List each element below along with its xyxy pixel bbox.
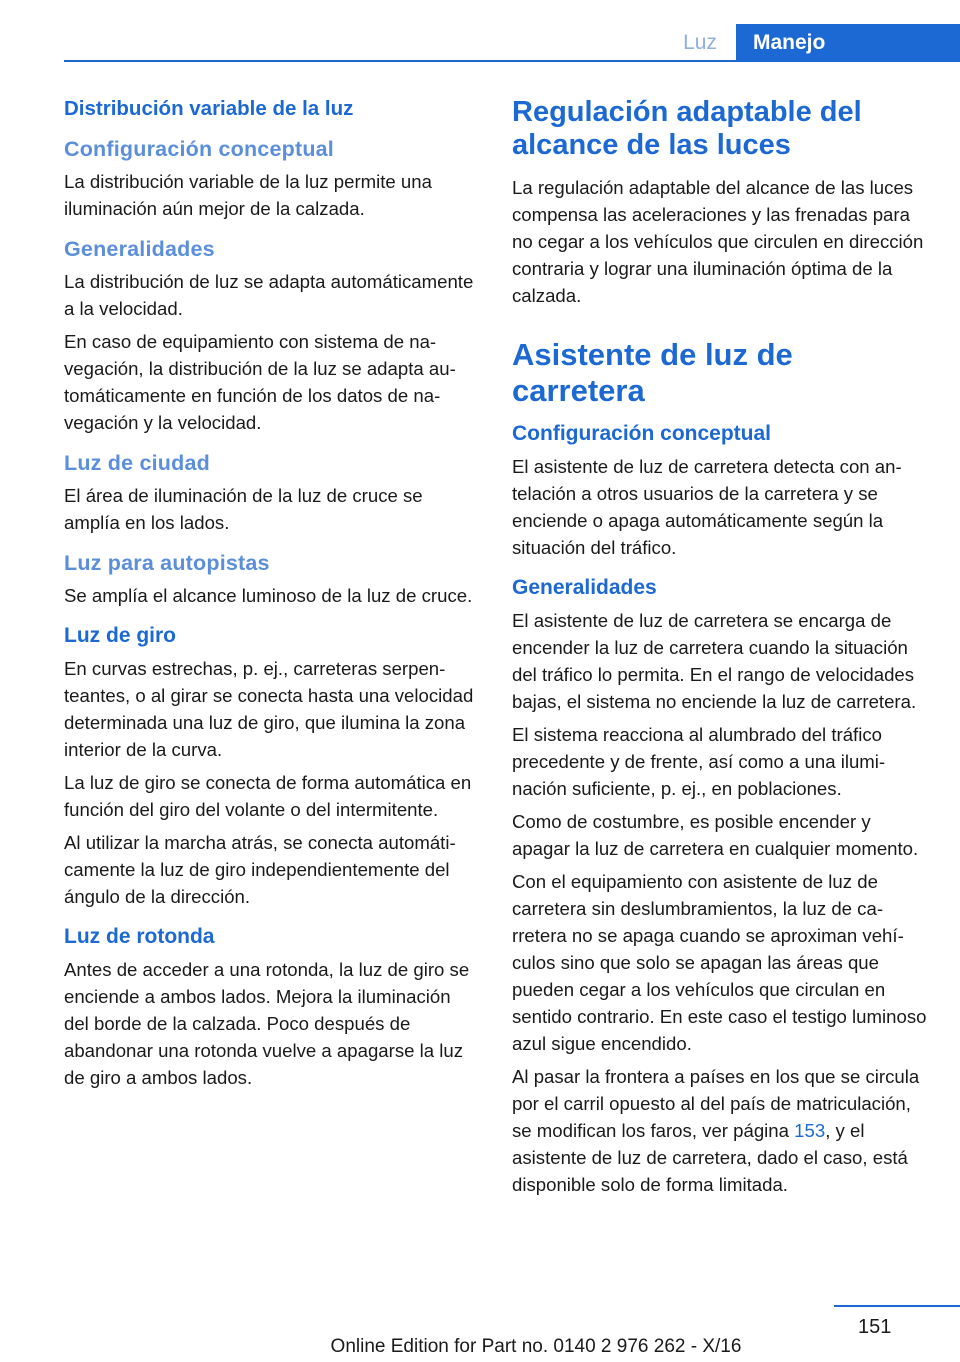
paragraph-assistant-concept: El asistente de luz de carretera detecta con antelación a otros usuarios de la carretera y se enciende o apaga automáticamente según la situación del tráfico.	[512, 456, 902, 558]
paragraph-turn-2: La luz de giro se conecta de forma automática en función del giro del volante o del intermitente.	[64, 772, 472, 820]
heading-adaptive-range: Regulación adaptable del alcance de las luces	[512, 96, 862, 161]
heading-city-light: Luz de ciudad	[64, 451, 210, 475]
heading-turn-light: Luz de giro	[64, 624, 176, 647]
paragraph-5-text-before: Al pasar la frontera a países en los que se circula por el carril opuesto al del país de matriculación, se modifican los faros, ver página	[512, 1066, 920, 1141]
paragraph-adaptive-range: La regulación adaptable del alcance de las luces compensa las aceleraciones y las frenadas para no cegar a los vehículos que circulen en dirección contraria y lograr una iluminación óptima de la calzada.	[512, 177, 924, 306]
paragraph-5-text-after: , y el asistente de luz de carretera, dado el caso, está disponible solo de forma limitada.	[512, 1120, 908, 1195]
heading-concept: Configuración conceptual	[64, 137, 334, 161]
heading-highway-light: Luz para autopistas	[64, 551, 270, 575]
footer-edition: Online Edition for Part no. 0140 2 976 262 - X/16	[330, 1336, 742, 1357]
heading-high-beam-assistant: Asistente de luz de carretera	[512, 337, 793, 408]
page-reference-link[interactable]: 153	[794, 1120, 826, 1141]
heading-roundabout-light: Luz de rotonda	[64, 925, 215, 948]
heading-assistant-concept: Configuración conceptual	[512, 422, 772, 445]
section-title-variable-light: Distribución variable de la luz	[64, 97, 354, 120]
heading-assistant-general: Generalidades	[512, 576, 657, 599]
paragraph-assistant-general-5	[512, 1063, 928, 1198]
paragraph-turn-3: Al utilizar la marcha atrás, se conecta automáticamente la luz de giro independientemente del ángulo de la dirección.	[64, 832, 456, 907]
right-column	[512, 96, 928, 1204]
paragraph-city-light: El área de iluminación de la luz de cruce se amplía en los lados.	[64, 485, 423, 533]
paragraph-assistant-general-3: Como de costumbre, es posible encender y apagar la luz de carretera en cualquier momento.	[512, 811, 919, 859]
paragraph-assistant-general-4: Con el equipamiento con asistente de luz de carretera sin deslumbramientos, la luz de carretera no se apaga cuando se aproximan vehículos sino que solo se apagan las áreas que pueden cegar a los vehículos que circulan en sentido contrario. En este caso el testigo luminoso azul sigue encendido.	[512, 871, 927, 1054]
paragraph-assistant-general-2: El sistema reacciona al alumbrado del tráfico precedente y de frente, así como a una iluminación suficiente, p. ej., en poblaciones.	[512, 724, 886, 799]
paragraph-concept: La distribución variable de la luz permite una iluminación aún mejor de la calzada.	[64, 171, 432, 219]
header-chapter-tab: Manejo	[736, 24, 960, 62]
paragraph-assistant-general-1: El asistente de luz de carretera se encarga de encender la luz de carretera cuando la situación del tráfico lo permita. En el rango de velocidades bajas, el sistema no enciende la luz de carretera.	[512, 610, 917, 712]
paragraph-general-1: La distribución de luz se adapta automáticamente a la velocidad.	[64, 271, 474, 319]
page-number: 151	[858, 1316, 892, 1338]
heading-general: Generalidades	[64, 237, 215, 261]
paragraph-roundabout: Antes de acceder a una rotonda, la luz de giro se enciende a ambos lados. Mejora la iluminación del borde de la calzada. Poco después de abandonar una rotonda vuelve a apagarse la luz de giro a ambos lados.	[64, 959, 470, 1088]
footer-rule	[834, 1305, 960, 1307]
header-section-tab: Luz	[683, 31, 717, 54]
paragraph-highway-light: Se amplía el alcance luminoso de la luz de cruce.	[64, 585, 473, 606]
left-column	[64, 96, 480, 1097]
paragraph-general-2: En caso de equipamiento con sistema de navegación, la distribución de la luz se adapta automáticamente en función de los datos de navegación y la velocidad.	[64, 331, 456, 433]
paragraph-turn-1: En curvas estrechas, p. ej., carreteras serpenteantes, o al girar se conecta hasta una velocidad determinada una luz de giro, que ilumina la zona interior de la curva.	[64, 658, 474, 760]
